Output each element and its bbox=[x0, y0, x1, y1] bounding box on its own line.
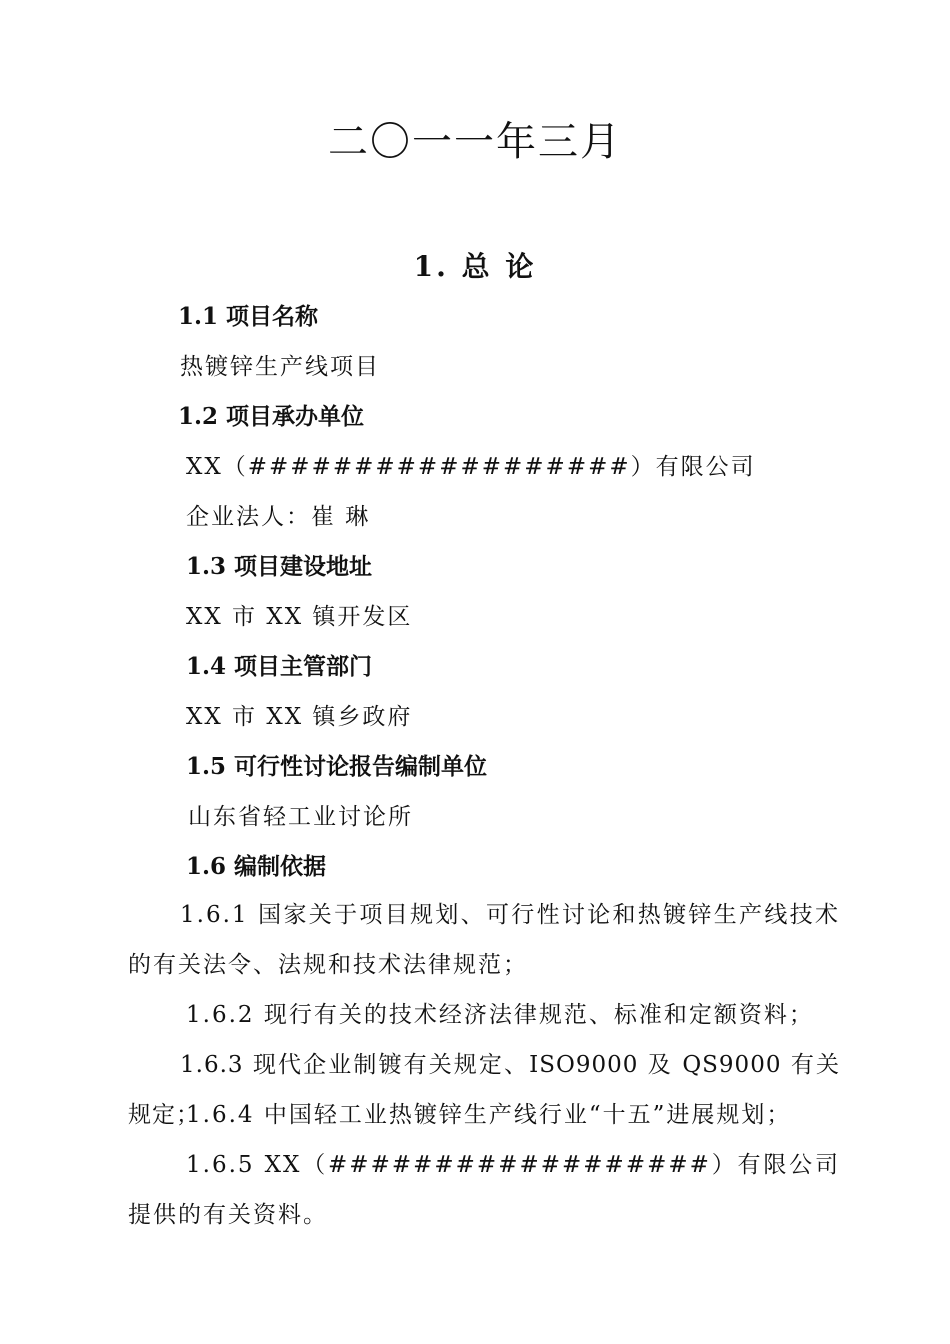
section-1-5-heading: 1.5 可行性讨论报告编制单位 bbox=[186, 753, 488, 780]
section-1-2-company: XX（##################）有限公司 bbox=[186, 454, 756, 480]
basis-item-2: 1.6.2 现行有关的技术经济法律规范、标准和定额资料； bbox=[186, 1002, 814, 1028]
section-1-1-heading: 1.1 项目名称 bbox=[178, 303, 319, 330]
section-1-5-body: 山东省轻工业讨论所 bbox=[188, 804, 413, 830]
section-1-3-body: XX 市 XX 镇开发区 bbox=[186, 604, 413, 630]
section-1-4-heading: 1.4 项目主管部门 bbox=[186, 653, 373, 680]
section-1-1-body: 热镀锌生产线项目 bbox=[180, 354, 380, 380]
cover-date: 二〇一一年三月 bbox=[328, 119, 622, 165]
basis-item-5: 1.6.5 XX（##################）有限公司提供的有关资料。 bbox=[128, 1152, 840, 1228]
section-1-3-heading: 1.3 项目建设地址 bbox=[186, 553, 373, 580]
section-1-4-body: XX 市 XX 镇乡政府 bbox=[186, 704, 413, 730]
basis-item-4: 1.6.4 中国轻工业热镀锌生产线行业“十五”进展规划； bbox=[186, 1102, 792, 1128]
basis-item-1: 1.6.1 国家关于项目规划、可行性讨论和热镀锌生产线技术的有关法令、法规和技术法律规范； bbox=[128, 902, 840, 978]
basis-item-3: 1.6.3 现代企业制镀有关规定、ISO9000 及 QS9000 有关规定； bbox=[128, 1052, 840, 1128]
section-1-6-heading: 1.6 编制依据 bbox=[186, 853, 327, 880]
section-1-2-heading: 1.2 项目承办单位 bbox=[178, 403, 365, 430]
section-1-2-legal-rep: 企业法人：崔 琳 bbox=[186, 504, 371, 530]
chapter-title: 1. 总 论 bbox=[413, 250, 537, 283]
